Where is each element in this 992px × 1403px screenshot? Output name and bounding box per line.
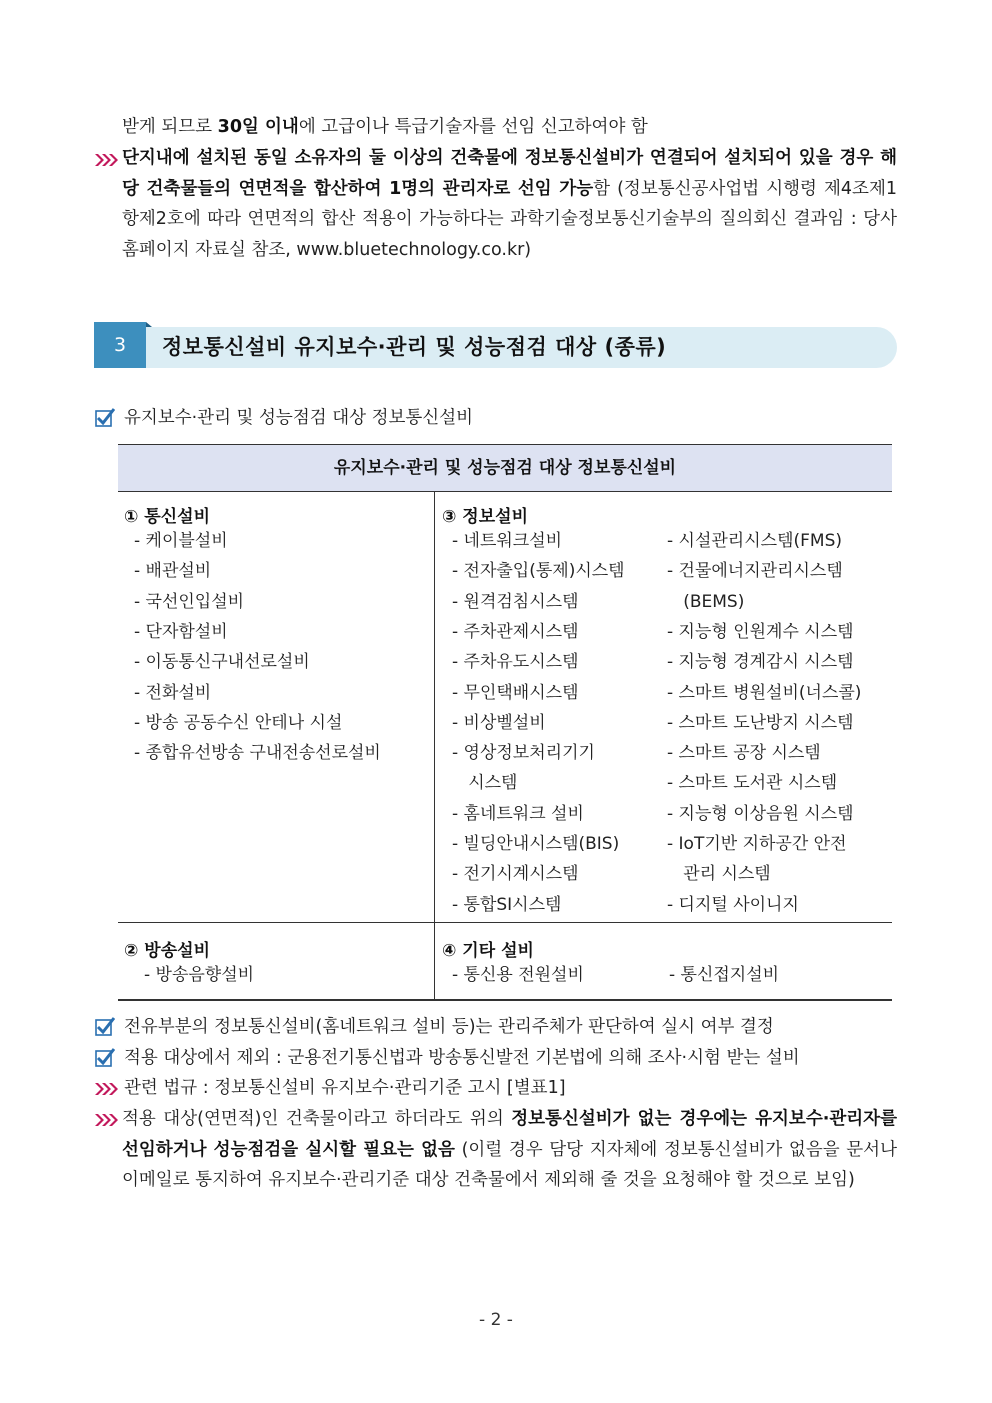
intro-line1: 받게 되므로 30일 이내에 고급이나 특급기술자를 선임 신고하여야 함 bbox=[122, 117, 648, 137]
list-item: - 방송 공동수신 안테나 시설 bbox=[134, 712, 343, 733]
table-row-divider bbox=[118, 922, 892, 923]
list-item: - 지능형 이상음원 시스템 bbox=[667, 803, 854, 824]
list-item: - 스마트 도난방지 시스템 bbox=[667, 712, 854, 733]
list-item: - 국선인입설비 bbox=[134, 591, 245, 612]
list-item: - 종합유선방송 구내전송선로설비 bbox=[134, 743, 381, 764]
list-item: - 전화설비 bbox=[134, 682, 212, 703]
note-arrow-2: 적용 대상(연면적)인 건축물이라고 하더라도 위의 정보통신설비가 없는 경우에는 유지보수·관리자를 선임하거나 성능점검을 실시할 필요는 없음 (이럴 경우 담당 지자체에 정보통신설비가 없음을 문서나 이메일로 통지하여 유지보수·관리기준 대상 건축물에서 제외해 줄 것을 요청해야 할 것으로 보임) bbox=[122, 1109, 897, 1190]
list-item: - 네트워크설비 bbox=[452, 531, 563, 551]
triple-arrow-icon bbox=[94, 1113, 120, 1127]
table-bottom-border bbox=[118, 999, 892, 1001]
cell-broadcast-title: ② 방송설비 bbox=[124, 941, 210, 961]
list-item: - IoT기반 지하공간 안전 bbox=[667, 834, 847, 854]
list-item: - 주차유도시스템 bbox=[452, 652, 579, 673]
list-item: - 단자함설비 bbox=[134, 621, 228, 642]
cell-info-title: ③ 정보설비 bbox=[442, 507, 528, 527]
list-item: - 건물에너지관리시스템 bbox=[667, 561, 843, 582]
triple-arrow-icon bbox=[94, 153, 120, 167]
check-intro-text: 유지보수·관리 및 성능점검 대상 정보통신설비 bbox=[124, 408, 474, 428]
list-item: - 시설관리시스템(FMS) bbox=[667, 531, 842, 551]
section-number: 3 bbox=[94, 322, 146, 368]
list-item: - 무인택배시스템 bbox=[452, 682, 579, 703]
list-item: - 주차관제시스템 bbox=[452, 621, 579, 642]
note-check-1: 전유부분의 정보통신설비(홈네트워크 설비 등)는 관리주체가 판단하여 실시 여부 결정 bbox=[124, 1017, 774, 1037]
triple-arrow-icon bbox=[94, 1082, 120, 1096]
list-item: - 스마트 도서관 시스템 bbox=[667, 773, 838, 794]
list-item: (BEMS) bbox=[667, 591, 745, 612]
table-header: 유지보수·관리 및 성능점검 대상 정보통신설비 bbox=[118, 444, 892, 492]
section-header bbox=[94, 322, 897, 368]
list-item: - 이동통신구내선로설비 bbox=[134, 652, 310, 673]
list-item: - 전기시계시스템 bbox=[452, 864, 579, 885]
page-number: - 2 - bbox=[479, 1310, 513, 1330]
checkbox-checked-icon bbox=[95, 1048, 115, 1068]
list-item: - 통신용 전원설비 bbox=[452, 965, 584, 985]
note-check-2: 적용 대상에서 제외 : 군용전기통신법과 방송통신발전 기본법에 의해 조사·시험 받는 설비 bbox=[124, 1048, 800, 1068]
list-item: - 영상정보처리기기 bbox=[452, 743, 595, 764]
intro-bullet: 단지내에 설치된 동일 소유자의 둘 이상의 건축물에 정보통신설비가 연결되어 설치되어 있을 경우 해당 건축물들의 연면적을 합산하여 1명의 관리자로 선임 가능함 (정보통신공사업법 시행령 제4조제1항제2호에 따라 연면적의 합산 적용이 가능하다는 과학기술정보통신기술부의 질의회신 결과임 : 당사 홈페이지 자료실 참조, www.bluetechnology.co.kr) bbox=[122, 148, 897, 260]
list-item: - 전자출입(통제)시스템 bbox=[452, 561, 625, 582]
list-item: - 비상벨설비 bbox=[452, 712, 546, 733]
list-item: - 배관설비 bbox=[134, 561, 212, 582]
section-number-notch bbox=[146, 322, 152, 327]
cell-telecom-title: ① 통신설비 bbox=[124, 507, 210, 527]
list-item: - 통합SI시스템 bbox=[452, 894, 562, 915]
list-item: 시스템 bbox=[452, 773, 518, 794]
list-item: - 스마트 병원설비(너스콜) bbox=[667, 682, 862, 703]
list-item: - 지능형 경계감시 시스템 bbox=[667, 652, 854, 673]
list-item: - 스마트 공장 시스템 bbox=[667, 743, 821, 764]
note-arrow-1: 관련 법규 : 정보통신설비 유지보수·관리기준 고시 [별표1] bbox=[124, 1078, 566, 1098]
section-title: 정보통신설비 유지보수·관리 및 성능점검 대상 (종류) bbox=[162, 335, 667, 359]
list-item: - 빌딩안내시스템(BIS) bbox=[452, 834, 620, 854]
cell-other-title: ④ 기타 설비 bbox=[442, 941, 534, 961]
list-item: - 방송음향설비 bbox=[144, 965, 255, 985]
list-item: - 원격검침시스템 bbox=[452, 591, 579, 612]
checkbox-checked-icon bbox=[95, 408, 115, 428]
list-item: - 통신접지설비 bbox=[669, 965, 780, 985]
list-item: - 디지털 사이니지 bbox=[667, 894, 799, 915]
list-item: - 지능형 인원계수 시스템 bbox=[667, 621, 854, 642]
list-item: - 케이블설비 bbox=[134, 531, 228, 551]
list-item: 관리 시스템 bbox=[667, 864, 771, 885]
list-item: - 홈네트워크 설비 bbox=[452, 803, 584, 824]
checkbox-checked-icon bbox=[95, 1017, 115, 1037]
